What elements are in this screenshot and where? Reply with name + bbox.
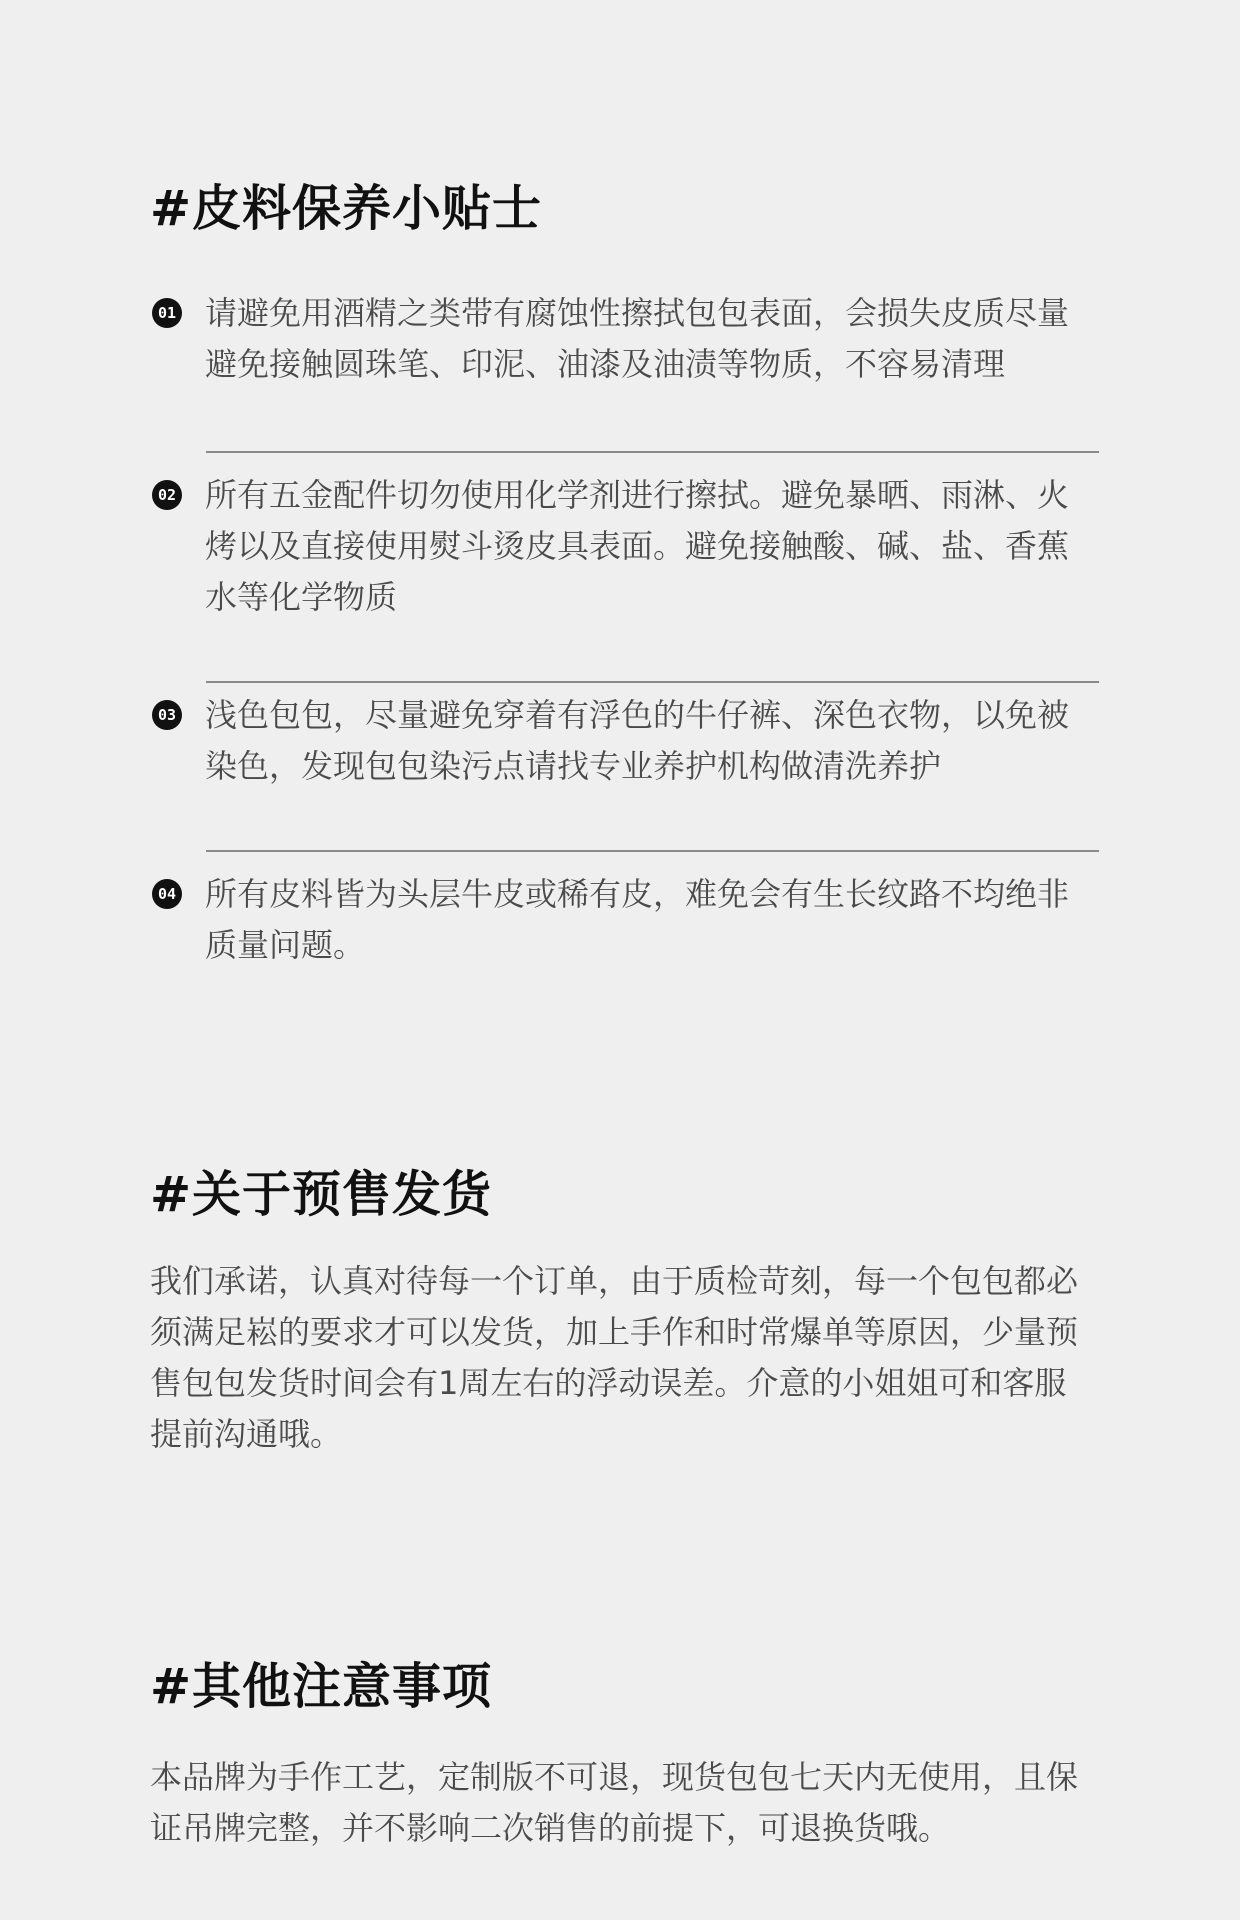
number-badge-icon: 01 — [152, 298, 182, 328]
tip-text: 所有五金配件切勿使用化学剂进行擦拭。避免暴晒、雨淋、火烤以及直接使用熨斗烫皮具表面。避免接触酸、碱、盐、香蕉水等化学物质 — [205, 476, 1070, 616]
number-badge-icon: 02 — [152, 480, 182, 510]
tip-text: 请避免用酒精之类带有腐蚀性擦拭包包表面，会损失皮质尽量避免接触圆珠笔、印泥、油漆及油渍等物质，不容易清理 — [205, 294, 1070, 383]
divider — [206, 451, 1099, 453]
presale-paragraph: 我们承诺，认真对待每一个订单，由于质检苛刻，每一个包包都必须满足崧的要求才可以发货，加上手作和时常爆单等原因，少量预售包包发货时间会有1周左右的浮动误差。介意的小姐姐可和客服提前沟通哦。 — [150, 1262, 1079, 1453]
tip-item — [150, 470, 1100, 623]
divider — [206, 681, 1099, 683]
number-badge-icon: 03 — [152, 700, 182, 730]
tip-item — [150, 690, 1100, 792]
number-badge-icon: 04 — [152, 879, 182, 909]
other-notes-title: #其他注意事项 — [150, 1658, 493, 1715]
leather-care-title: #皮料保养小贴士 — [150, 180, 543, 237]
presale-title: #关于预售发货 — [150, 1166, 493, 1223]
tip-item — [150, 869, 1100, 971]
tip-text: 所有皮料皆为头层牛皮或稀有皮，难免会有生长纹路不均绝非质量问题。 — [205, 875, 1070, 964]
other-notes-paragraph: 本品牌为手作工艺，定制版不可退，现货包包七天内无使用，且保证吊牌完整，并不影响二次销售的前提下，可退换货哦。 — [150, 1758, 1079, 1847]
divider — [206, 850, 1099, 852]
tip-text: 浅色包包，尽量避免穿着有浮色的牛仔裤、深色衣物，以免被染色，发现包包染污点请找专业养护机构做清洗养护 — [205, 696, 1070, 785]
tip-item — [150, 288, 1100, 390]
